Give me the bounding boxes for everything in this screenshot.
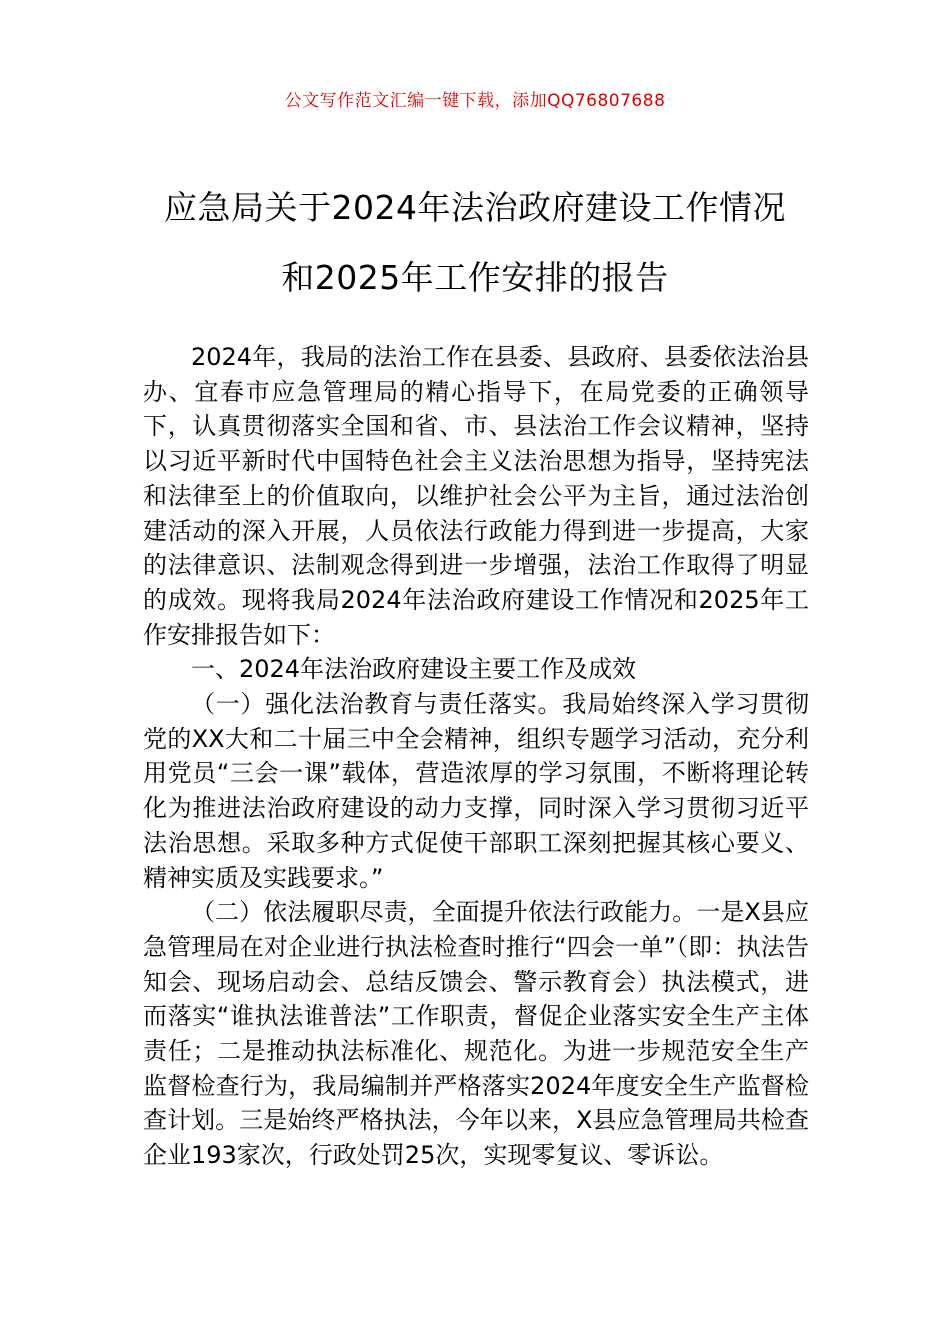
- paragraph-intro: 2024年，我局的法治工作在县委、县政府、县委依法治县办、宜春市应急管理局的精心指导下，在局党委的正确领导下，认真贯彻落实全国和省、市、县法治工作会议精神，坚持以习近平新时代中国特色社会主义法治思想为指导，坚持宪法和法律至上的价值取向，以维护社会公平为主旨，通过法治创建活动的深入开展，人员依法行政能力得到进一步提高，大家的法律意识、法制观念得到进一步增强，法治工作取得了明显的成效。现将我局2024年法治政府建设工作情况和2025年工作安排报告如下：: [143, 343, 809, 649]
- document-body: [143, 340, 809, 1173]
- paragraph-item-1: （一）强化法治教育与责任落实。我局始终深入学习贯彻党的XX大和二十届三中全会精神，组织专题学习活动，充分利用党员“三会一课”载体，营造浓厚的学习氛围，不断将理论转化为推进法治政府建设的动力支撑，同时深入学习贯彻习近平法治思想。采取多种方式促使干部职工深刻把握其核心要义、精神实质及实践要求。”: [143, 690, 809, 892]
- document-title-line-1: 应急局关于2024年法治政府建设工作情况: [164, 188, 786, 227]
- paragraph-item-2: （二）依法履职尽责，全面提升依法行政能力。一是X县应急管理局在对企业进行执法检查时推行“四会一单”（即：执法告知会、现场启动会、总结反馈会、警示教育会）执法模式，进而落实“谁执法谁普法”工作职责，督促企业落实安全生产主体责任；二是推动执法标准化、规范化。为进一步规范安全生产监督检查行为，我局编制并严格落实2024年度安全生产监督检查计划。三是始终严格执法，今年以来，X县应急管理局共检查企业193家次，行政处罚25次，实现零复议、零诉讼。: [143, 898, 809, 1170]
- section-heading-1: 一、2024年法治政府建设主要工作及成效: [191, 655, 637, 684]
- header-note: 公文写作范文汇编一键下载，添加QQ76807688: [284, 91, 666, 111]
- document-title-line-2: 和2025年工作安排的报告: [281, 258, 669, 297]
